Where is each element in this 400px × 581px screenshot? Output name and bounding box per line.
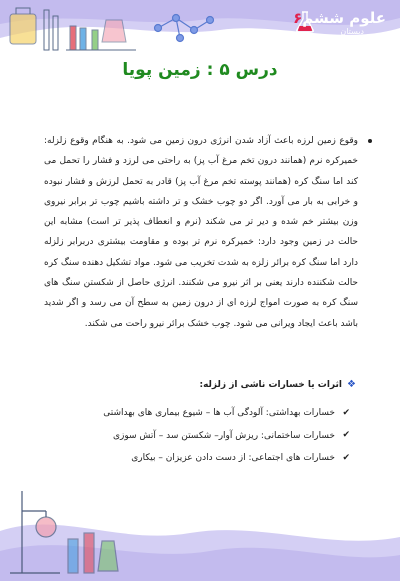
- body-text: وقوع زمین لرزه باعث آزاد شدن انرژی درون زمین می شود. به هنگام وقوع زلزله: خمیرکره نرم (همانند درون تخم مرغ آب پز) به راحتی می لرزد و فشار را تحمل می کند اما سنگ کره (همانند پوسته تخم مرغ آب پز) قادر به تحمل لرزش و فشار نبوده و خرابی به بار می آورد. اگر دو چوب خشک و تر داشته باشیم چوب تر برابر نیروی وزن بیشتر خم شده و دیر تر می شکند (نرم و انعطاف پذیر تر است) مشابه این حالت در زمین وجود دارد: خمیرکره نرم تر بوده و مقاومت بیشتری دربرابر زلزله دارد اما سنگ کره برائر زلزه به شدت تخریب می شود. مواد تشکیل دهنده سنگ کره حالت شکننده دارند یعنی بر اثر نیرو می شکنند. انرژی حاصل از شکستن سنگ های سنگ کره به صورت امواج لرزه ای از درون زمین به سطح آن می رسد و اگر شدید باشد باعث ایجاد ویرانی می شود. چوب خشک برائر نیرو راحت می شکند.: [44, 136, 358, 329]
- lab-stand-icon: [0, 481, 140, 581]
- check-icon: ✔: [342, 430, 350, 441]
- list-item: [30, 425, 350, 448]
- check-icon: ✔: [342, 407, 350, 418]
- list-item: [30, 402, 350, 425]
- sparkle-bullet-icon: ❖: [347, 379, 356, 390]
- lesson-title: درس ۵ : زمین پویا: [122, 60, 278, 80]
- list-item-text: خسارات ساختمانی: ریزش آوار– شکستن سد – آتش سوزی: [112, 430, 335, 441]
- consequences-heading: [199, 380, 356, 390]
- molecule-icon: [150, 8, 220, 48]
- list-item-text: خسارات بهداشتی: آلودگی آب ها – شیوع بیماری های بهداشتی: [103, 408, 335, 419]
- bullet-icon: [368, 139, 372, 143]
- brand-subtitle: دبستان: [340, 27, 364, 36]
- consequences-heading-text: اثرات یا خسارات ناشی از زلزله:: [199, 380, 342, 390]
- brand-number: ۶: [293, 9, 303, 27]
- lesson-body: [44, 131, 358, 334]
- list-item: [30, 447, 350, 470]
- list-item-text: خسارات های اجتماعی: از دست دادن عزیزان – بیکاری: [131, 453, 335, 464]
- check-icon: ✔: [342, 452, 350, 463]
- brand-logo: [293, 10, 386, 36]
- consequences-list: [30, 402, 350, 470]
- brand-title: علوم ششم۶: [293, 9, 386, 27]
